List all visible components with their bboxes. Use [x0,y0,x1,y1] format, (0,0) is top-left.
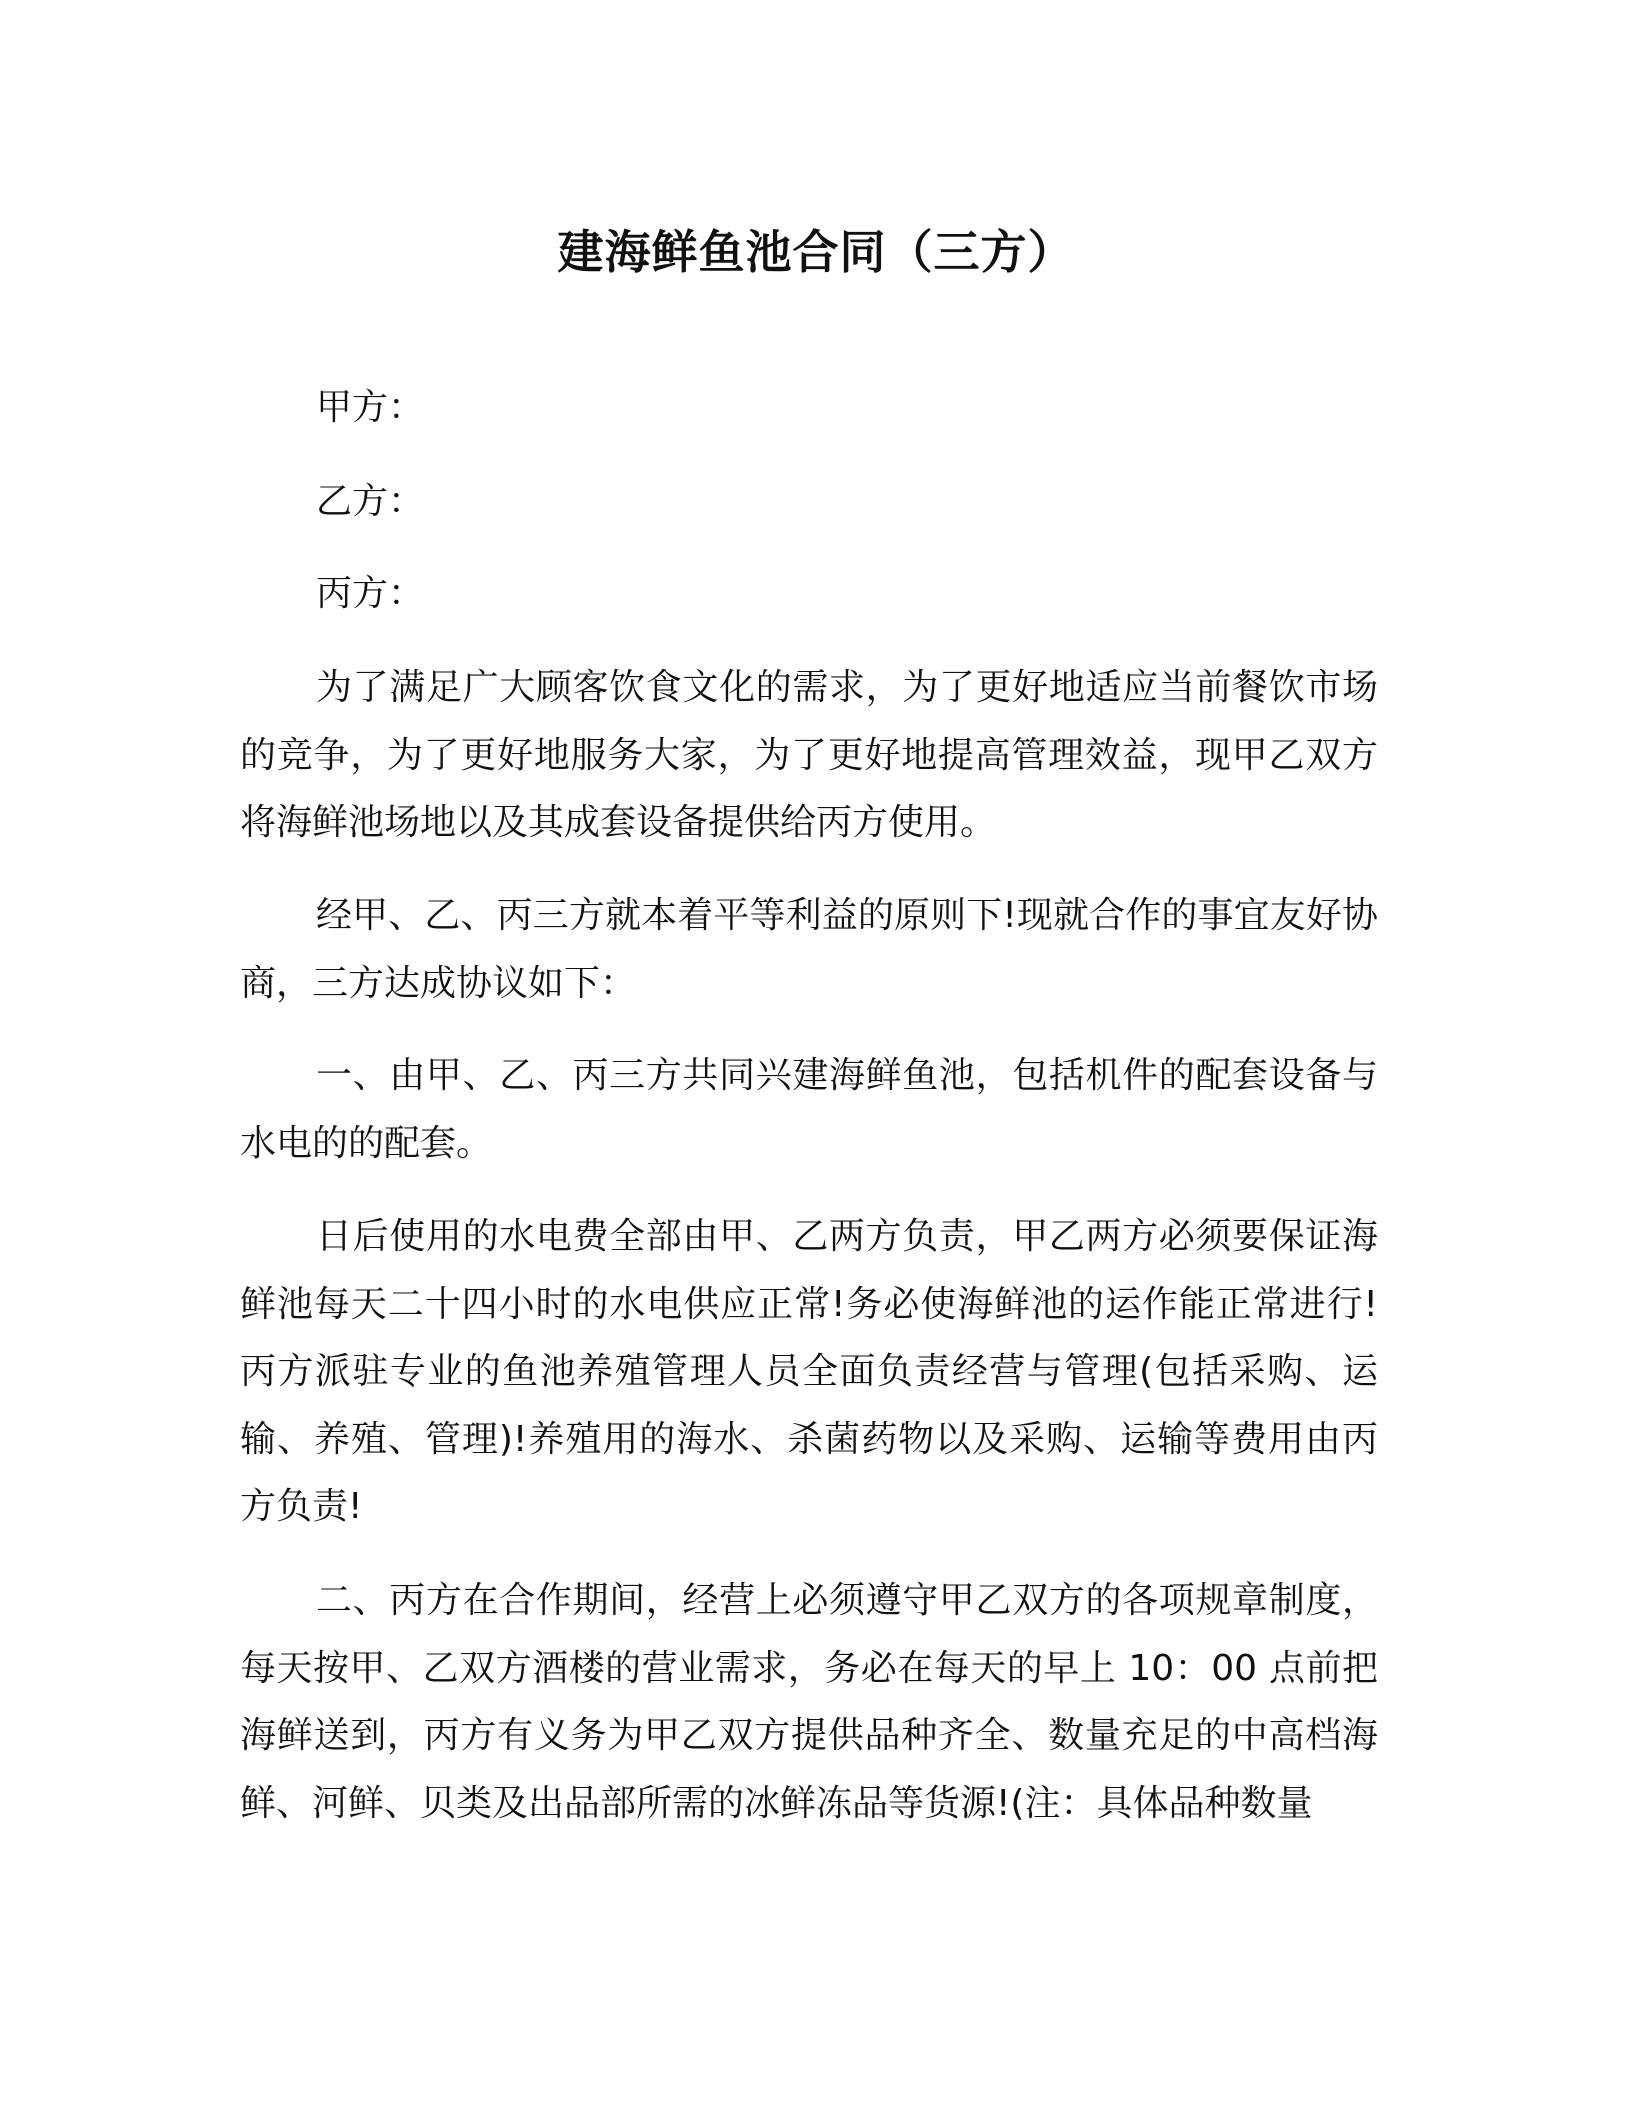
paragraph-clause-1: 一、由甲、乙、丙三方共同兴建海鲜鱼池，包括机件的配套设备与水电的的配套。 [240,1055,1378,1164]
paragraph-clause-2: 二、丙方在合作期间，经营上必须遵守甲乙双方的各项规章制度，每天按甲、乙双方酒楼的营业需求，务必在每天的早上 10：00 点前把海鲜送到，丙方有义务为甲乙双方提供品种齐全、数量充足的中高档海鲜、河鲜、贝类及出品部所需的冰鲜冻品等货源!(注：具体品种数量 [240,1580,1378,1824]
party-a-label: 甲方： [316,387,425,428]
party-b-label: 乙方： [316,481,425,522]
paragraph-agreement: 经甲、乙、丙三方就本着平等利益的原则下!现就合作的事宜友好协商，三方达成协议如下： [240,895,1378,1004]
document-title: 建海鲜鱼池合同（三方） [557,225,1075,279]
party-c-label: 丙方： [316,573,425,614]
paragraph-clause-1-detail: 日后使用的水电费全部由甲、乙两方负责，甲乙两方必须要保证海鲜池每天二十四小时的水电供应正常!务必使海鲜池的运作能正常进行!丙方派驻专业的鱼池养殖管理人员全面负责经营与管理(包括采购、运输、养殖、管理)!养殖用的海水、杀菌药物以及采购、运输等费用由丙方负责! [240,1216,1378,1527]
paragraph-purpose: 为了满足广大顾客饮食文化的需求，为了更好地适应当前餐饮市场的竞争，为了更好地服务大家，为了更好地提高管理效益，现甲乙双方将海鲜池场地以及其成套设备提供给丙方使用。 [240,667,1378,843]
